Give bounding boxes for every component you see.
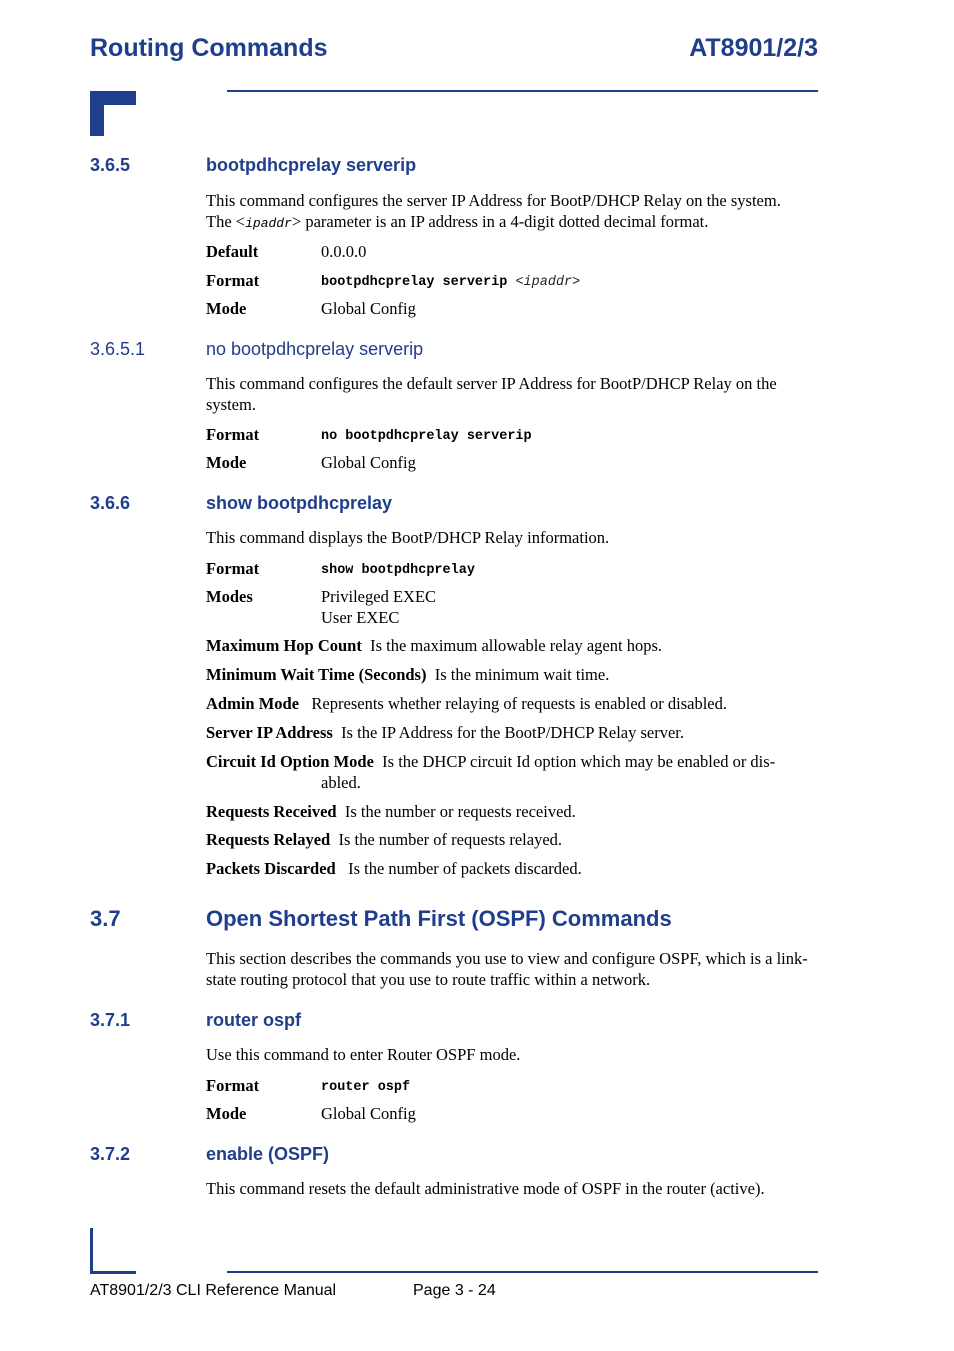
definition-term: Server IP Address	[206, 723, 333, 742]
footer-manual-title: AT8901/2/3 CLI Reference Manual	[90, 1282, 337, 1299]
definition-item	[206, 829, 818, 850]
section-title: Open Shortest Path First (OSPF) Commands	[206, 906, 672, 931]
format-label: Format	[206, 271, 260, 290]
definition-term: Admin Mode	[206, 694, 300, 713]
mode-value: Global Config	[321, 299, 416, 318]
definition-text-continued: abled.	[321, 773, 361, 792]
section-title: enable (OSPF)	[206, 1144, 330, 1164]
corner-mark-bottom	[90, 1228, 93, 1274]
default-value: 0.0.0.0	[321, 242, 367, 261]
format-command: show bootpdhcprelay	[321, 563, 475, 578]
section-description: This command displays the BootP/DHCP Relay information.	[206, 528, 610, 547]
definition-term: Circuit Id Option Mode	[206, 752, 374, 771]
section-number: 3.6.5.1	[90, 339, 146, 359]
definition-text: Is the number of requests relayed.	[338, 830, 563, 849]
section-description: This command configures the default server IP Address for BootP/DHCP Relay on the system.	[206, 374, 777, 414]
section-description: Use this command to enter Router OSPF mode.	[206, 1045, 521, 1064]
parameter-ipaddr: ipaddr	[245, 216, 292, 231]
modes-value	[321, 586, 436, 628]
mode-value: Global Config	[321, 453, 416, 472]
definition-item	[206, 858, 818, 879]
definition-term: Requests Relayed	[206, 830, 331, 849]
definition-text: Is the maximum allowable relay agent hops.	[370, 636, 662, 655]
default-label: Default	[206, 242, 259, 261]
footer-page-number: Page 3 - 24	[413, 1282, 496, 1299]
section-description: This section describes the commands you use to view and configure OSPF, which is a link-state routing protocol that you use to route traffic within a network.	[206, 949, 808, 989]
section-number: 3.7	[90, 906, 121, 931]
mode-user-exec: User EXEC	[321, 608, 400, 627]
section-title: show bootpdhcprelay	[206, 493, 393, 513]
definition-text: Is the IP Address for the BootP/DHCP Relay server.	[341, 723, 685, 742]
modes-label: Modes	[206, 587, 253, 606]
format-command: no bootpdhcprelay serverip	[321, 429, 532, 444]
section-number: 3.7.2	[90, 1144, 131, 1164]
description-line-1: This command configures the server IP Address for BootP/DHCP Relay on the system.	[206, 191, 781, 210]
definition-term: Requests Received	[206, 802, 337, 821]
format-argument: <ipaddr>	[515, 275, 581, 290]
section-title: router ospf	[206, 1010, 302, 1030]
definition-item	[206, 693, 818, 714]
mode-value: Global Config	[321, 1104, 416, 1123]
section-description	[206, 190, 818, 234]
format-command-text: bootpdhcprelay serverip	[321, 275, 508, 290]
corner-mark-bottom-horizontal	[90, 1271, 136, 1274]
format-command: router ospf	[321, 1080, 411, 1095]
section-title: bootpdhcprelay serverip	[206, 155, 417, 175]
description-line-2-start: The <	[206, 212, 246, 231]
definition-item	[206, 722, 818, 743]
page-header-product: AT8901/2/3	[689, 34, 818, 62]
section-title: no bootpdhcprelay serverip	[206, 339, 424, 359]
definition-term: Maximum Hop Count	[206, 636, 362, 655]
format-label: Format	[206, 425, 260, 444]
definition-text: Is the number of packets discarded.	[348, 859, 582, 878]
definition-term: Minimum Wait Time (Seconds)	[206, 665, 427, 684]
footer-rule	[227, 1271, 818, 1273]
definition-item	[206, 751, 818, 793]
format-command	[321, 272, 580, 293]
page-header-title: Routing Commands	[90, 34, 328, 62]
definition-item	[206, 801, 818, 822]
definition-text: Is the minimum wait time.	[434, 665, 610, 684]
description-line-2-end: > parameter is an IP address in a 4-digit dotted decimal format.	[291, 212, 709, 231]
definition-text: Is the number or requests received.	[344, 802, 576, 821]
section-number: 3.6.5	[90, 155, 131, 175]
section-description: This command resets the default administrative mode of OSPF in the router (active).	[206, 1179, 765, 1198]
format-label: Format	[206, 1076, 260, 1095]
definition-item	[206, 635, 818, 656]
section-number: 3.7.1	[90, 1010, 131, 1030]
definition-text: Represents whether relaying of requests is enabled or disabled.	[311, 694, 727, 713]
mode-privileged-exec: Privileged EXEC	[321, 587, 437, 606]
format-label: Format	[206, 559, 260, 578]
header-rule	[227, 90, 818, 92]
definition-text: Is the DHCP circuit Id option which may be enabled or dis-	[382, 752, 776, 771]
definition-item	[206, 664, 818, 685]
section-number: 3.6.6	[90, 493, 131, 513]
definition-term: Packets Discarded	[206, 859, 336, 878]
mode-label: Mode	[206, 299, 247, 318]
mode-label: Mode	[206, 1104, 247, 1123]
mode-label: Mode	[206, 453, 247, 472]
corner-mark-top-horizontal	[90, 91, 136, 105]
